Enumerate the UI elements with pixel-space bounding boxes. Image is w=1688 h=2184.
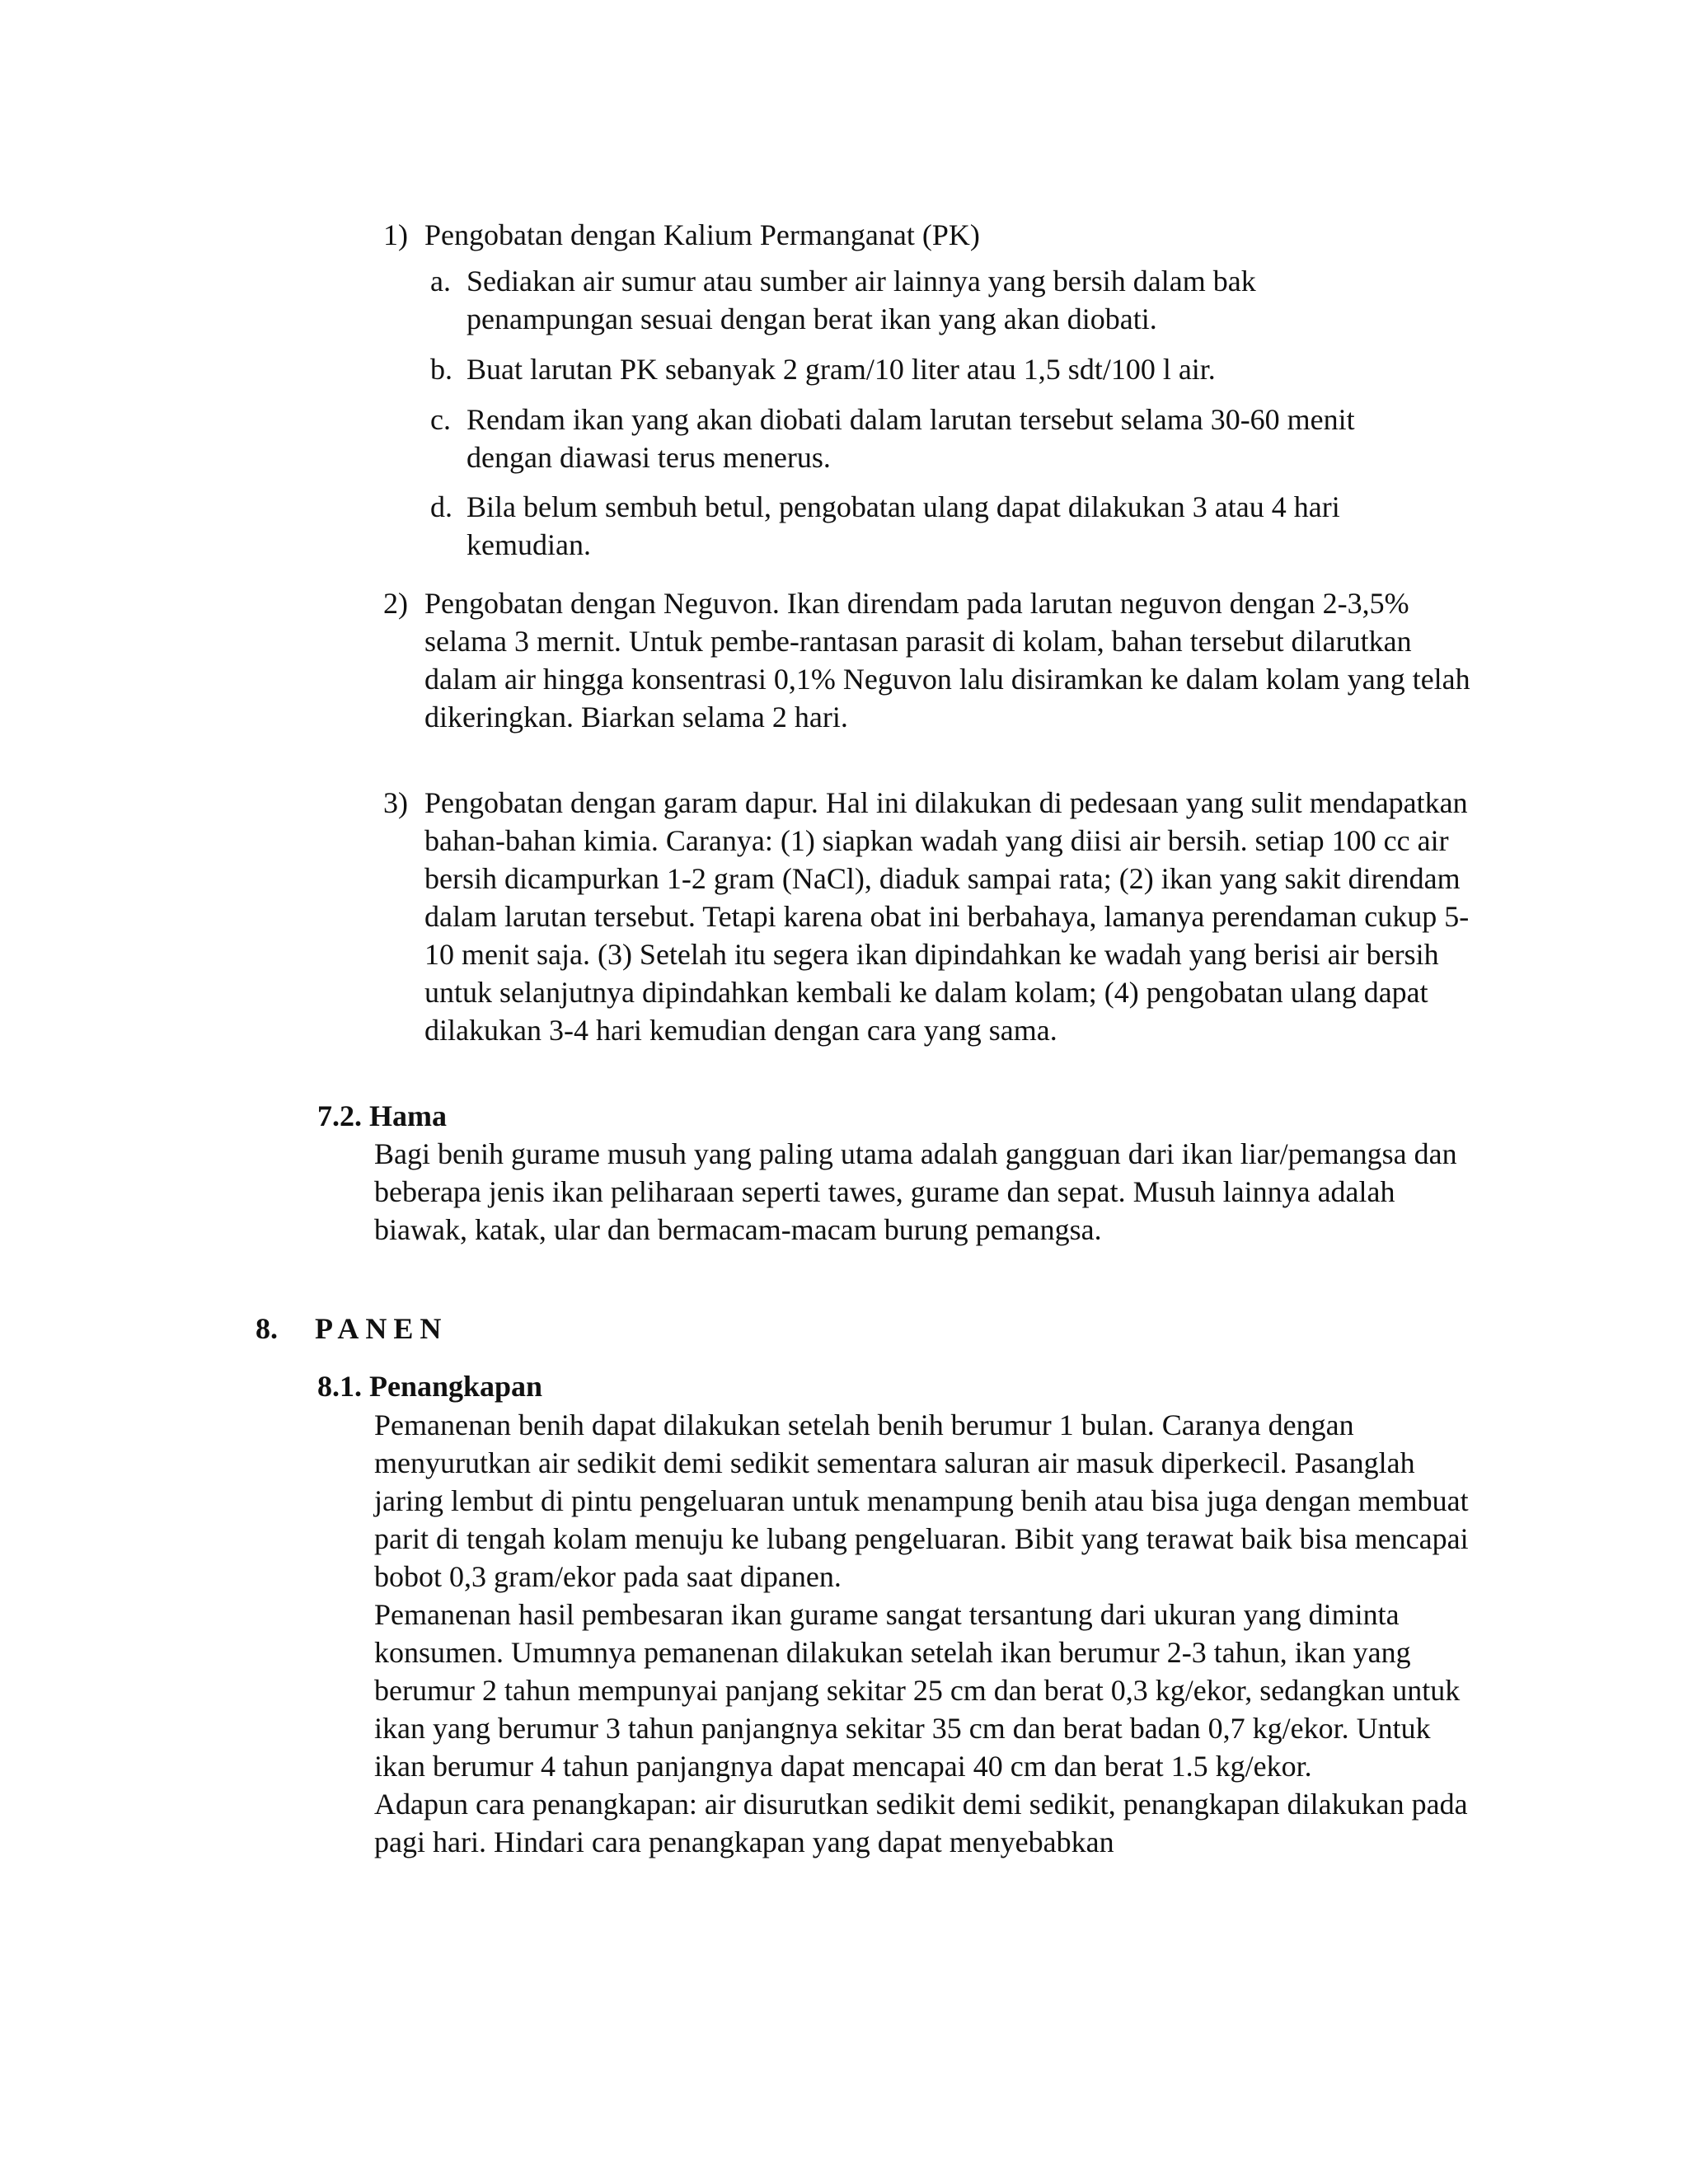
sub-item-text: Bila belum sembuh betul, pengobatan ulang dapat dilakukan 3 atau 4 hari kemudian. xyxy=(467,490,1340,561)
section-heading-8 xyxy=(256,1310,1409,1347)
section-body xyxy=(374,1406,1479,1861)
sub-item-letter: d. xyxy=(430,490,452,523)
list-item-3 xyxy=(383,784,1471,1049)
list-item-2 xyxy=(383,584,1471,736)
list-item-number: 1) xyxy=(383,218,408,251)
section-title: PANEN xyxy=(315,1312,448,1345)
list-item-title: Pengobatan dengan Kalium Permanganat (PK) xyxy=(424,218,980,251)
list-item-text: Pengobatan dengan Neguvon. Ikan direndam pada larutan neguvon dengan 2-3,5% selama 3 mernit. Untuk pembe-rantasan parasit di kolam, bahan tersebut dilarutkan dalam air hingga konsentrasi 0,1% Neguvon lalu disiramkan ke dalam kolam yang telah dikeringkan. Biarkan selama 2 hari. xyxy=(424,587,1470,733)
list-item-number: 2) xyxy=(383,587,408,620)
list-item-text: Pengobatan dengan garam dapur. Hal ini dilakukan di pedesaan yang sulit mendapatkan bahan-bahan kimia. Caranya: (1) siapkan wadah yang diisi air bersih. setiap 100 cc air bersih dicampurkan 1-2 gram (NaCl), diaduk sampai rata; (2) ikan yang sakit direndam dalam larutan tersebut. Tetapi karena obat ini berbahaya, lamanya perendaman cukup 5-10 menit saja. (3) Setelah itu segera ikan dipindahkan ke wadah yang berisi air bersih untuk selanjutnya dipindahkan kembali ke dalam kolam; (4) pengobatan ulang dapat dilakukan 3-4 hari kemudian dengan cara yang sama. xyxy=(424,786,1470,1047)
sub-item-text: Buat larutan PK sebanyak 2 gram/10 liter atau 1,5 sdt/100 l air. xyxy=(467,353,1216,386)
section-paragraph: Bagi benih gurame musuh yang paling utama adalah gangguan dari ikan liar/pemangsa dan beberapa jenis ikan peliharaan seperti tawes, gurame dan sepat. Musuh lainnya adalah biawak, katak, ular dan bermacam-macam burung pemangsa. xyxy=(374,1137,1457,1246)
section-paragraph: Pemanenan hasil pembesaran ikan gurame sangat tersantung dari ukuran yang diminta konsumen. Umumnya pemanenan dilakukan setelah ikan berumur 2-3 tahun, ikan yang berumur 2 tahun mempunyai panjang sekitar 25 cm dan berat 0,3 kg/ekor, sedangkan untuk ikan yang berumur 3 tahun panjangnya sekitar 35 cm dan berat badan 0,7 kg/ekor. Untuk ikan berumur 4 tahun panjangnya dapat mencapai 40 cm dan berat 1.5 kg/ekor. xyxy=(374,1598,1461,1783)
section-paragraph: Pemanenan benih dapat dilakukan setelah benih berumur 1 bulan. Caranya dengan menyurutkan air sedikit demi sedikit sementara saluran air masuk diperkecil. Pasanglah jaring lembut di pintu pengeluaran untuk menampung benih atau bisa juga dengan membuat parit di tengah kolam menuju ke lubang pengeluaran. Bibit yang terawat baik bisa mencapai bobot 0,3 gram/ekor pada saat dipanen. xyxy=(374,1408,1469,1593)
section-heading-8-1: 8.1. Penangkapan xyxy=(317,1370,543,1403)
list-item-number: 3) xyxy=(383,786,408,819)
sub-item-text: Sediakan air sumur atau sumber air lainnya yang bersih dalam bak penampungan sesuai dengan berat ikan yang akan diobati. xyxy=(467,265,1256,335)
sub-item-letter: c. xyxy=(430,403,451,436)
section-paragraph: Adapun cara penangkapan: air disurutkan sedikit demi sedikit, penangkapan dilakukan pada pagi hari. Hindari cara penangkapan yang dapat menyebabkan xyxy=(374,1788,1468,1858)
sub-item-letter: b. xyxy=(430,353,452,386)
sub-item-d xyxy=(430,488,1419,564)
sub-item-c xyxy=(430,401,1419,476)
sub-item-text: Rendam ikan yang akan diobati dalam larutan tersebut selama 30-60 menit dengan diawasi terus menerus. xyxy=(467,403,1355,474)
sub-item-b xyxy=(430,350,1419,388)
section-heading-7-2: 7.2. Hama xyxy=(317,1099,447,1132)
sub-item-a xyxy=(430,262,1419,338)
section-number: 8. xyxy=(256,1312,278,1345)
sub-item-letter: a. xyxy=(430,265,451,298)
list-item-1 xyxy=(383,216,1455,254)
